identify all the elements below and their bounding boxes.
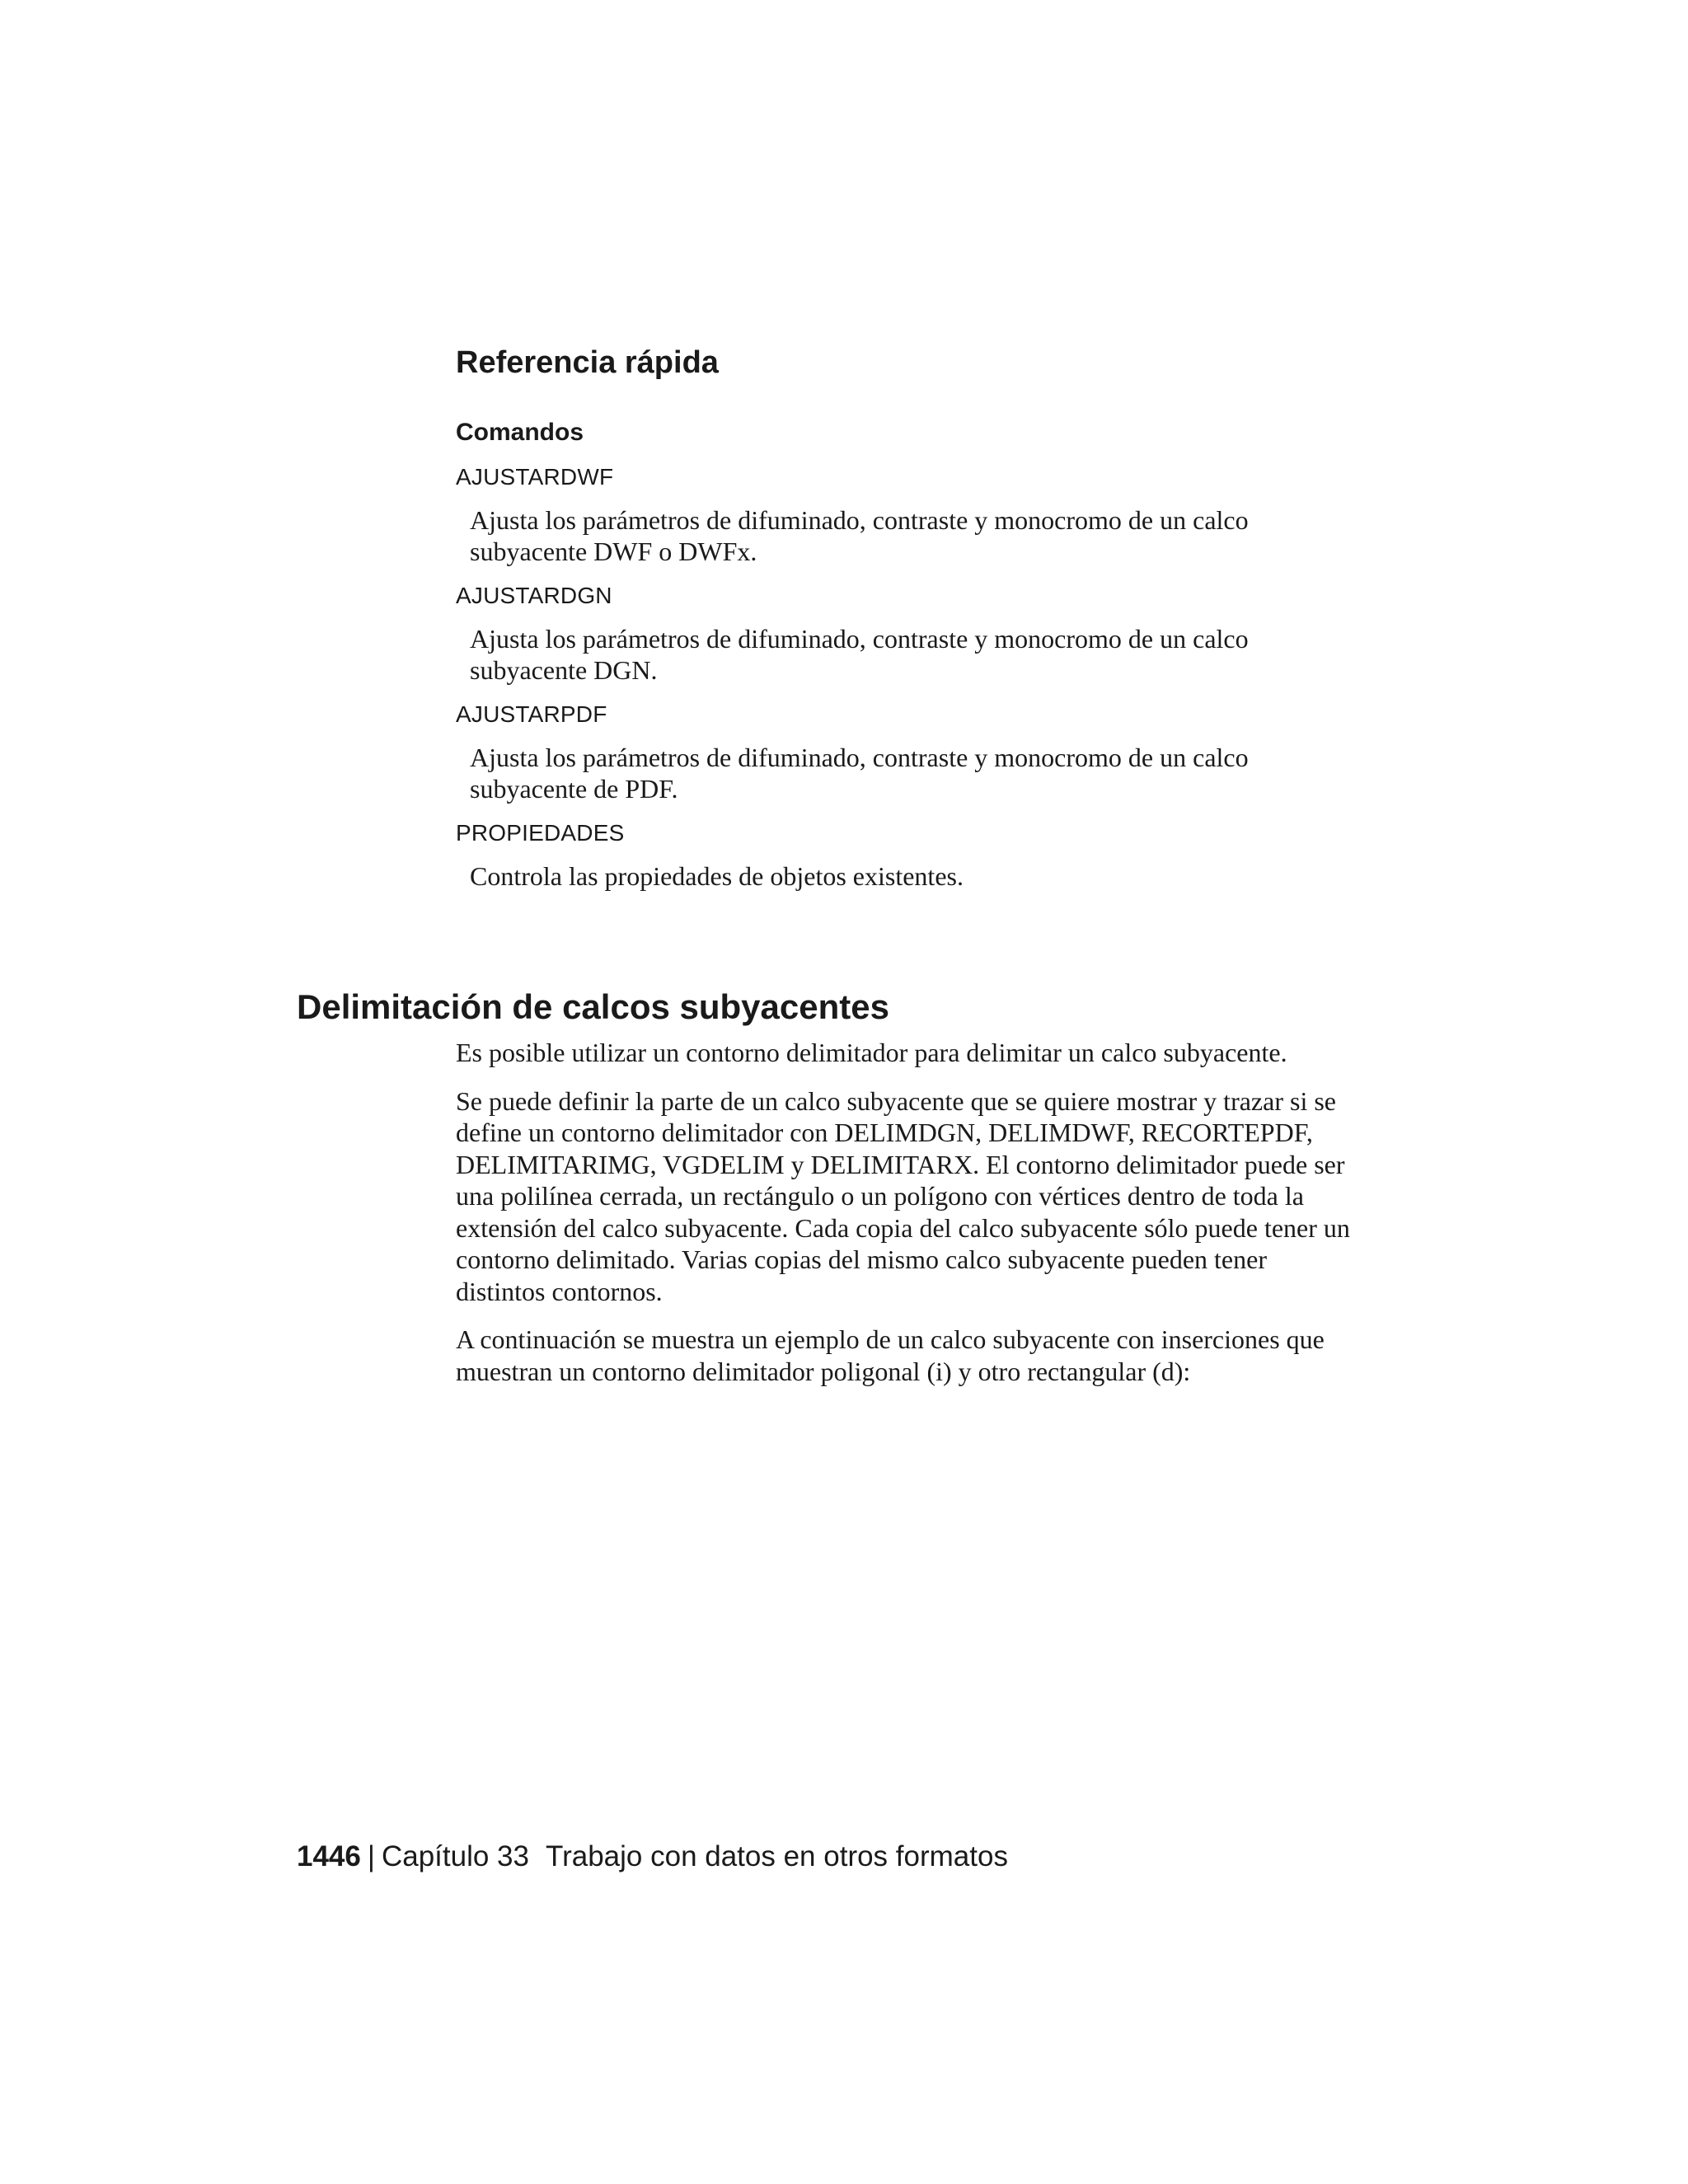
command-description: Ajusta los parámetros de difuminado, contraste y monocromo de un calco subyacente DWF o DWFx. xyxy=(470,505,1249,566)
chapter-label: Capítulo 33 xyxy=(381,1840,529,1872)
body-paragraph: Se puede definir la parte de un calco subyacente que se quiere mostrar y trazar si se define un contorno delimitador con DELIMDGN, DELIMDWF, RECORTEPDF, DELIMITARIMG, VGDELIM y DELIMITARX. El contorno delimitador puede ser una polilínea cerrada, un rectángulo o un polígono con vértices dentro de toda la extensión del calco subyacente. Cada copia del calco subyacente sólo puede tener un contorno delimitado. Varias copias del mismo calco subyacente pueden tener distintos contornos. xyxy=(456,1085,1350,1306)
command-entry xyxy=(456,696,1362,804)
command-description: Controla las propiedades de objetos existentes. xyxy=(470,861,964,891)
page-number: 1446 xyxy=(297,1840,361,1872)
section-body xyxy=(456,1037,1354,1404)
command-name: PROPIEDADES xyxy=(456,820,625,846)
commands-heading: Comandos xyxy=(456,419,584,446)
body-paragraph: A continuación se muestra un ejemplo de un calco subyacente con inserciones que muestran un contorno delimitador poligonal (i) y otro rectangular (d): xyxy=(456,1324,1325,1386)
command-entry xyxy=(456,458,1362,567)
section-title: Delimitación de calcos subyacentes xyxy=(297,987,889,1026)
quick-reference xyxy=(456,338,1362,902)
command-name: AJUSTARDGN xyxy=(456,583,612,608)
command-description: Ajusta los parámetros de difuminado, contraste y monocromo de un calco subyacente DGN. xyxy=(470,624,1249,685)
command-entry xyxy=(456,814,1362,892)
page-footer xyxy=(297,1836,1008,1877)
command-name: AJUSTARPDF xyxy=(456,701,607,727)
command-entry xyxy=(456,577,1362,686)
quick-reference-title: Referencia rápida xyxy=(456,345,719,380)
body-paragraph: Es posible utilizar un contorno delimitador para delimitar un calco subyacente. xyxy=(456,1038,1287,1067)
footer-separator: | xyxy=(367,1840,375,1872)
command-description: Ajusta los parámetros de difuminado, contraste y monocromo de un calco subyacente de PDF. xyxy=(470,743,1249,804)
chapter-title: Trabajo con datos en otros formatos xyxy=(546,1840,1008,1872)
command-name: AJUSTARDWF xyxy=(456,464,614,490)
